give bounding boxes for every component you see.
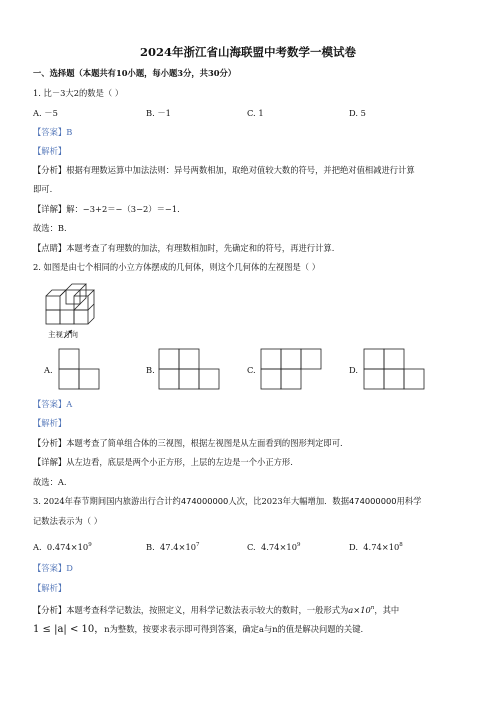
q3-stem-line2: 记数法表示为（ ） (33, 516, 103, 526)
q3-analysis-line2: 1 ≤ |a| < 10，n为整数，按要求表示即可得到答案，确定a与n的值是解决问题的关键. (33, 624, 364, 635)
option-d-figure (363, 348, 425, 390)
q2-option-d: D. (349, 365, 358, 375)
q3-analysis-label: 【解析】 (33, 583, 67, 593)
q3-answer: 【答案】D (33, 563, 73, 573)
q3-option-b: B. $47.4\times 10^7$ (146, 541, 200, 552)
option-c-figure (260, 348, 322, 390)
q2-choose: 故选：A. (33, 477, 67, 487)
q3-option-a: A. $0.474\times 10^9$ (33, 541, 92, 552)
q1-option-a: A. －5 (33, 108, 58, 118)
q1-comment: 【点睛】本题考查了有理数的加法，有理数相加时，先确定和的符号，再进行计算. (33, 243, 335, 253)
q3-option-d: D. $4.74\times 10^8$ (349, 541, 403, 552)
option-a-figure (58, 348, 100, 390)
q1-answer: 【答案】B (33, 127, 73, 137)
q1-analysis: 【分析】根据有理数运算中加法法则：异号两数相加，取绝对值较大数的符号，并把绝对值相减进行计算 (33, 165, 415, 175)
q3-stem-part2: 人次，比2023年大幅增加．数据 (228, 496, 350, 506)
q3-analysis-line1: 【分析】本题考查科学记数法，按照定义，用科学记数法表示较大的数时，一般形式为$a\times 10^n$，其中 (33, 604, 400, 615)
q2-stem: 2. 如图是由七个相同的小立方体摆成的几何体，则这个几何体的左视图是（ ） (33, 262, 320, 272)
q3-stem-part3: 用科学 (396, 496, 422, 506)
q1-option-d: D. 5 (349, 108, 366, 118)
q2-detail: 【详解】从左边看，底层是两个小正方形，上层的左边是一个小正方形. (33, 457, 293, 467)
option-b-figure (158, 348, 220, 390)
q3-option-c: C. $4.74\times 10^9$ (247, 541, 301, 552)
q1-option-c: C. 1 (247, 108, 264, 118)
q2-option-c: C. (247, 365, 256, 375)
q1-choose: 故选：B. (33, 223, 67, 233)
view-direction-label: 主视方向 (48, 330, 78, 339)
q2-analysis-label: 【解析】 (33, 418, 67, 428)
q3-number-2: 474000000 (349, 496, 397, 506)
q2-option-a: A. (44, 365, 53, 375)
page-title: 2024年浙江省山海联盟中考数学一模试卷 (139, 45, 356, 59)
q2-answer: 【答案】A (33, 399, 73, 409)
q1-detail: 【详解】解：−3+2＝−（3−2）＝−1. (33, 204, 180, 214)
q3-stem-part1: 3. 2024年春节期间国内旅游出行合计约 (33, 496, 181, 506)
q3-number-1: 474000000 (180, 496, 229, 506)
q3-stem-line1 (33, 496, 421, 507)
q1-analysis-label: 【解析】 (33, 146, 67, 156)
q2-option-b: B. (146, 365, 155, 375)
q2-analysis: 【分析】本题考查了简单组合体的三视图，根据左视图是从左面看到的图形判定即可. (33, 438, 343, 448)
section-heading: 一、选择题（本题共有10小题，每小题3分，共30分） (33, 68, 237, 78)
q1-option-b: B. －1 (146, 108, 171, 118)
q1-stem: 1. 比－3大2的数是（ ） (33, 88, 124, 98)
q1-analysis-cont: 即可. (33, 184, 53, 194)
